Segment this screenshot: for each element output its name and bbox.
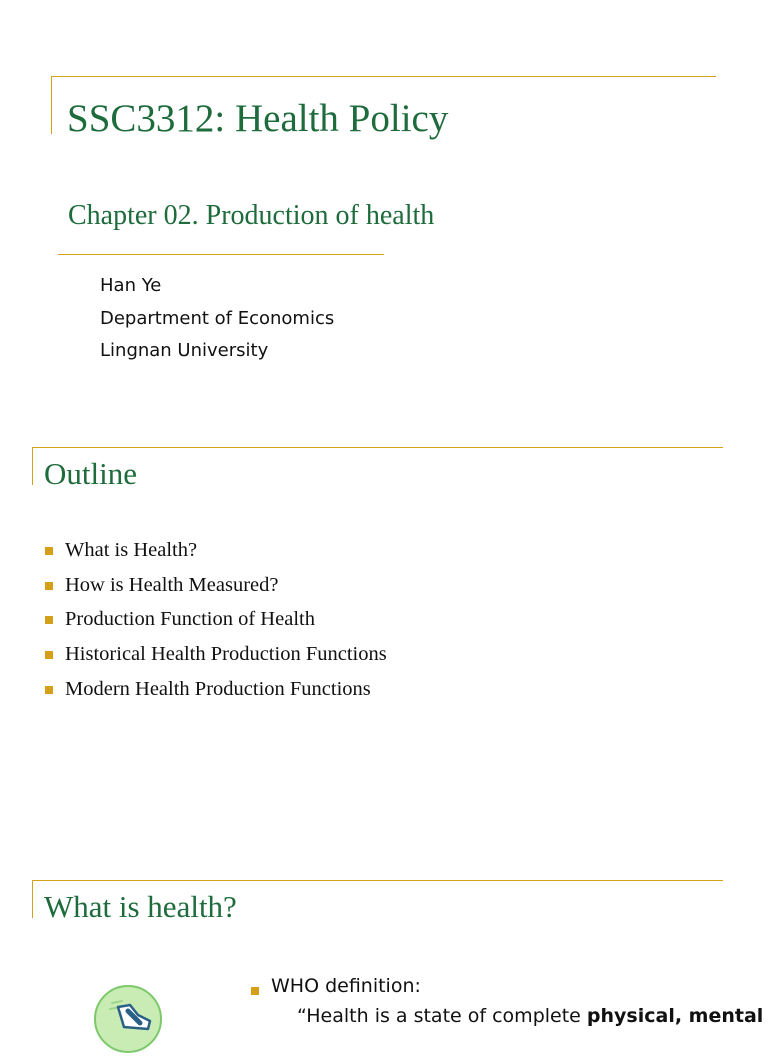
author-block: [100, 270, 334, 368]
square-bullet-icon: [45, 686, 53, 694]
slide3-left-rule: [32, 880, 33, 918]
square-bullet-icon: [45, 547, 53, 555]
author-department: Department of Economics: [100, 307, 335, 329]
slide2-left-rule: [32, 447, 33, 485]
slide1-subtitle: Chapter 02. Production of health: [68, 200, 435, 231]
square-bullet-icon: [251, 987, 259, 995]
who-definition-label: WHO definition:: [271, 975, 421, 997]
square-bullet-icon: [45, 651, 53, 659]
outline-item: How is Health Measured?: [45, 568, 387, 603]
author-university: Lingnan University: [100, 340, 269, 361]
author-name: Han Ye: [100, 275, 162, 296]
outline-item: Production Function of Health: [45, 602, 387, 637]
slide3-title: What is health?: [44, 889, 237, 924]
quote-bold-text: physical, mental: [586, 1005, 764, 1027]
outline-item: What is Health?: [45, 533, 387, 568]
slide2-top-rule: [32, 447, 723, 448]
quote-text: “Health is a state of complete: [297, 1005, 587, 1027]
outline-item: Historical Health Production Functions: [45, 637, 387, 672]
square-bullet-icon: [45, 616, 53, 624]
slide1-title: SSC3312: Health Policy: [67, 97, 449, 140]
slide2-title: Outline: [44, 456, 137, 491]
outline-item: Modern Health Production Functions: [45, 672, 387, 707]
slide1-left-rule: [51, 76, 52, 134]
square-bullet-icon: [45, 582, 53, 590]
who-definition-item: [251, 975, 421, 997]
outline-list: [45, 533, 387, 706]
slide1-subtitle-rule: [58, 254, 384, 255]
running-shoe-icon: [94, 985, 162, 1053]
slide3-top-rule: [32, 880, 723, 881]
slide1-top-rule: [51, 76, 716, 77]
